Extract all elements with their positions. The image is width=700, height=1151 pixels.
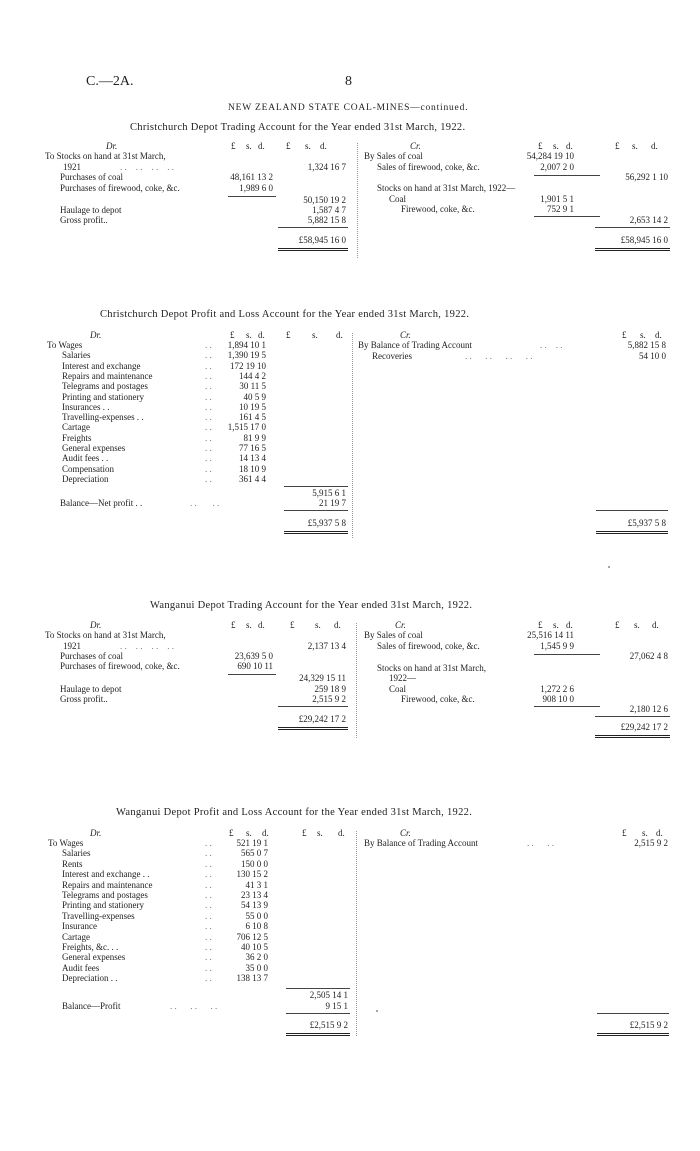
subtotal-amount: 2,180 12 6: [629, 704, 668, 714]
col-pence: d.: [651, 141, 658, 151]
entry-label: Freights: [62, 432, 92, 443]
entry-amount: 10 19 5: [239, 401, 266, 412]
cr-label: Cr.: [400, 330, 411, 340]
section-title: Wanganui Depot Trading Account for the Year ended 31st March, 1922.: [150, 600, 473, 611]
entry-label: Depreciation . .: [62, 973, 118, 984]
cr-label: Cr.: [395, 620, 406, 630]
col-pound: £: [230, 330, 235, 340]
col-shilling: s.: [642, 828, 648, 838]
rule: [278, 227, 348, 228]
subtotal-amount: 2,505 14 1: [309, 990, 348, 1000]
col-shilling: s.: [246, 141, 252, 151]
entry-amount: 5,882 15 8: [307, 215, 346, 225]
entry-amount: 2,137 13 4: [307, 641, 346, 651]
entry-amount: 30 11 5: [239, 381, 266, 392]
total-amount: £58,945 16 0: [620, 235, 668, 245]
col-shilling: s.: [246, 620, 252, 630]
entry-label: Coal: [389, 684, 406, 694]
rule: [597, 1013, 669, 1014]
leader-dots: . .: [205, 453, 212, 464]
entry-amount: 2,515 9 2: [312, 694, 346, 704]
col-pence: d.: [656, 828, 663, 838]
entry-amount: 54 13 9: [241, 900, 268, 911]
col-shilling: s.: [246, 330, 252, 340]
entry-label: Coal: [389, 194, 406, 204]
entry-label: Interest and exchange: [62, 360, 141, 371]
double-rule: [286, 1033, 350, 1036]
entry-amount: 130 15 2: [236, 869, 268, 880]
entry-label: Telegrams and postages: [62, 381, 148, 392]
col-pence: d.: [320, 141, 327, 151]
double-rule: [597, 1033, 669, 1036]
entry-label: To Stocks on hand at 31st March,: [45, 151, 166, 161]
total-amount: £29,242 17 2: [620, 722, 668, 732]
total-amount: £2,515 9 2: [629, 1020, 668, 1030]
col-shilling: s.: [315, 620, 321, 630]
leader-dots: . .: [205, 412, 212, 423]
rule: [595, 716, 670, 717]
section-title: Christchurch Depot Profit and Loss Account for the Year ended 31st March, 1922.: [100, 309, 470, 320]
col-pence: d.: [338, 828, 345, 838]
entry-amount: 41 3 1: [245, 879, 268, 890]
entry-label: To Stocks on hand at 31st March,: [45, 630, 166, 640]
leader-dots: . .: [205, 360, 212, 371]
entry-amount: 1,390 19 5: [227, 350, 266, 361]
col-shilling: s.: [634, 620, 640, 630]
cr-label: Cr.: [410, 141, 421, 151]
col-pound: £: [286, 141, 291, 151]
entry-label: Haulage to depot: [60, 684, 122, 694]
entry-label: Stocks on hand at 31st March,: [377, 663, 486, 673]
leader-dots: . .: [205, 463, 212, 474]
col-pound: £: [538, 620, 543, 630]
leader-dots: . .: [205, 952, 212, 963]
col-pound: £: [290, 620, 295, 630]
entry-label: Recoveries: [372, 351, 412, 361]
entry-label: Repairs and maintenance: [62, 879, 153, 890]
entry-label: Purchases of coal: [60, 172, 123, 182]
entry-label: Freights, &c. . .: [62, 942, 119, 952]
entry-amount: 36 2 0: [245, 952, 268, 963]
entry-amount: 48,161 13 2: [230, 172, 273, 182]
entry-amount: 908 10 0: [542, 694, 574, 704]
entry-label: Gross profit..: [60, 215, 108, 225]
col-pence: d.: [262, 828, 269, 838]
entry-amount: 144 4 2: [239, 370, 266, 381]
entry-amount: 21 19 7: [319, 498, 346, 508]
leader-dots: . .: [205, 890, 212, 900]
total-amount: £5,937 5 8: [627, 518, 666, 528]
double-rule: [278, 727, 348, 730]
dr-label: Dr.: [90, 828, 102, 838]
entry-label: Audit fees: [62, 962, 100, 973]
subtotal-amount: 50,150 19 2: [303, 195, 346, 205]
entry-amount: 361 4 4: [239, 473, 266, 484]
entry-label: Repairs and maintenance: [62, 370, 153, 381]
entry-amount: 1,324 16 7: [307, 162, 346, 172]
leader-dots: . .: [205, 921, 212, 932]
col-pence: d.: [336, 330, 343, 340]
subtotal-amount: 5,915 6 1: [312, 488, 346, 498]
entry-label: Sales of firewood, coke, &c.: [377, 162, 480, 172]
entry-label: Balance—Net profit . .: [60, 498, 143, 508]
entry-amount: 14 13 4: [239, 453, 266, 464]
entry-label: By Balance of Trading Account: [364, 838, 478, 848]
col-shilling: s.: [553, 141, 559, 151]
col-pence: d.: [566, 620, 573, 630]
entry-amount: 35 0 0: [245, 962, 268, 973]
col-pound: £: [231, 141, 236, 151]
entry-label: General expenses: [62, 952, 126, 963]
entry-label: Audit fees . .: [62, 453, 109, 464]
col-pound: £: [615, 620, 620, 630]
entry-amount: 23 13 4: [241, 890, 268, 900]
entry-label: Purchases of firewood, coke, &c.: [60, 661, 180, 671]
col-shilling: s.: [632, 141, 638, 151]
col-pound: £: [302, 828, 307, 838]
leader-dots: . .: [205, 879, 212, 890]
entry-label: To Wages: [47, 340, 83, 350]
entry-label: Insurance: [62, 921, 97, 932]
total-amount: £5,937 5 8: [307, 518, 346, 528]
leader-dots: . .: [205, 869, 212, 880]
leader-dots: . .: [205, 848, 212, 859]
entry-amount: 81 9 9: [243, 432, 266, 443]
entry-amount: 2,007 2 0: [540, 162, 574, 172]
leader-dots: . .: [205, 401, 212, 412]
col-pound: £: [538, 141, 543, 151]
leader-dots: . . . . . . . .: [120, 641, 174, 651]
entry-label: By Sales of coal: [364, 630, 423, 640]
rule: [284, 510, 348, 511]
col-pence: d.: [334, 620, 341, 630]
entry-amount: 752 9 1: [547, 204, 574, 214]
entry-amount: 23,639 5 0: [234, 651, 273, 661]
rule: [286, 988, 350, 989]
leader-dots: . .: [205, 900, 212, 911]
col-pence: d.: [258, 141, 265, 151]
column-divider: [352, 333, 353, 538]
double-rule: [284, 531, 348, 534]
entry-amount: 1,272 2 6: [540, 684, 574, 694]
entry-amount: 172 19 10: [230, 360, 266, 371]
col-pound: £: [231, 620, 236, 630]
subtotal-amount: 24,329 15 11: [299, 673, 346, 683]
entry-label: By Balance of Trading Account: [358, 340, 472, 350]
entry-label: To Wages: [48, 838, 84, 848]
entry-amount: 259 18 9: [314, 684, 346, 694]
leader-dots: . . . . . . . .: [120, 162, 174, 172]
leader-dots: . .: [205, 858, 212, 869]
entry-amount: 40 10 5: [241, 942, 268, 952]
leader-dots: . .: [205, 381, 212, 392]
entry-amount: 706 12 5: [236, 931, 268, 942]
entry-amount: 1,587 4 7: [312, 205, 346, 215]
leader-dots: . .: [205, 838, 212, 848]
subtotal-amount: 2,653 14 2: [629, 215, 668, 225]
double-rule: [595, 248, 670, 251]
entry-label: Travelling-expenses: [62, 910, 135, 921]
ink-speck: [608, 566, 610, 568]
entry-label: 1921: [63, 641, 81, 651]
leader-dots: . .: [205, 942, 212, 952]
entry-label: 1921: [63, 162, 81, 172]
entry-amount: 1,515 17 0: [227, 422, 266, 433]
leader-dots: . . . .: [540, 340, 563, 350]
page-ref: C.—2A.: [86, 74, 134, 89]
cr-label: Cr.: [400, 828, 411, 838]
entry-amount: 2,515 9 2: [634, 838, 668, 848]
col-pence: d.: [566, 141, 573, 151]
double-rule: [278, 248, 348, 251]
col-pound: £: [622, 330, 627, 340]
entry-label: Compensation: [62, 463, 114, 474]
rule: [286, 1013, 350, 1014]
col-pound: £: [286, 330, 291, 340]
col-pence: d.: [652, 620, 659, 630]
entry-label: Printing and stationery: [62, 900, 144, 911]
entry-amount: 1,545 9 9: [540, 641, 574, 651]
rule: [284, 486, 348, 487]
col-shilling: s.: [305, 141, 311, 151]
col-pound: £: [229, 828, 234, 838]
entry-label: By Sales of coal: [364, 151, 423, 161]
column-divider: [357, 143, 358, 258]
entry-label: General expenses: [62, 443, 126, 453]
entry-label: Cartage: [62, 931, 90, 942]
entry-amount: 5,882 15 8: [627, 340, 666, 350]
col-pence: d.: [655, 330, 662, 340]
entry-label: Salaries: [62, 350, 91, 361]
rule: [596, 510, 668, 511]
entry-label: Depreciation: [62, 473, 109, 484]
leader-dots: . .: [205, 432, 212, 443]
entry-amount: 521 19 1: [236, 838, 268, 848]
col-shilling: s.: [246, 828, 252, 838]
entry-label: Haulage to depot: [60, 205, 122, 215]
leader-dots: . . . . . .: [170, 1001, 218, 1011]
leader-dots: . .: [205, 370, 212, 381]
section-title: Christchurch Depot Trading Account for the Year ended 31st March, 1922.: [130, 122, 466, 133]
total-amount: £58,945 16 0: [298, 235, 346, 245]
leader-dots: . .: [205, 910, 212, 921]
entry-amount: 25,516 14 11: [527, 630, 574, 640]
total-amount: £2,515 9 2: [309, 1020, 348, 1030]
dr-label: Dr.: [90, 620, 102, 630]
col-shilling: s.: [317, 828, 323, 838]
dr-label: Dr.: [106, 141, 118, 151]
leader-dots: . .: [205, 391, 212, 402]
col-shilling: s.: [312, 330, 318, 340]
leader-dots: . .: [205, 350, 212, 361]
entry-amount: 1,894 10 1: [227, 340, 266, 350]
entry-label: Stocks on hand at 31st March, 1922—: [377, 183, 516, 193]
entry-label: 1922—: [389, 673, 416, 683]
dr-label: Dr.: [90, 330, 102, 340]
col-shilling: s.: [553, 620, 559, 630]
entry-amount: 1,989 6 0: [239, 183, 273, 193]
leader-dots: . .: [205, 340, 212, 350]
entry-amount: 9 15 1: [325, 1001, 348, 1011]
col-pence: d.: [258, 330, 265, 340]
column-divider: [356, 831, 357, 1036]
entry-amount: 55 0 0: [245, 910, 268, 921]
entry-label: Cartage: [62, 422, 90, 433]
entry-amount: 150 0 0: [241, 858, 268, 869]
entry-amount: 161 4 5: [239, 412, 266, 423]
entry-label: Rents: [62, 858, 83, 869]
page-number: 8: [345, 74, 352, 89]
leader-dots: . .: [205, 973, 212, 984]
entry-label: Salaries: [62, 848, 91, 859]
entry-label: Insurances . .: [62, 401, 110, 412]
leader-dots: . .: [205, 443, 212, 453]
double-rule: [595, 735, 670, 738]
leader-dots: . . . . . . . .: [465, 351, 533, 361]
entry-label: Purchases of coal: [60, 651, 123, 661]
entry-amount: 690 10 11: [237, 661, 273, 671]
entry-amount: 54 10 0: [639, 351, 666, 361]
entry-label: Printing and stationery: [62, 391, 144, 402]
section-title: Wanganui Depot Profit and Loss Account for the Year ended 31st March, 1922.: [116, 807, 473, 818]
entry-label: Firewood, coke, &c.: [401, 204, 475, 214]
leader-dots: . .: [205, 931, 212, 942]
entry-amount: 40 5 9: [243, 391, 266, 402]
entry-amount: 1,901 5 1: [540, 194, 574, 204]
total-amount: £29,242 17 2: [298, 714, 346, 724]
entry-label: Gross profit..: [60, 694, 108, 704]
entry-label: Firewood, coke, &c.: [401, 694, 475, 704]
subtotal-amount: 27,062 4 8: [629, 651, 668, 661]
ink-speck: [376, 1010, 378, 1012]
entry-label: Purchases of firewood, coke, &c.: [60, 183, 180, 193]
entry-label: Telegrams and postages: [62, 890, 148, 900]
entry-amount: 18 10 9: [239, 463, 266, 474]
col-shilling: s.: [640, 330, 646, 340]
entry-label: Interest and exchange . .: [62, 869, 150, 880]
col-pound: £: [622, 828, 627, 838]
rule: [595, 227, 670, 228]
col-pence: d.: [258, 620, 265, 630]
entry-label: Sales of firewood, coke, &c.: [377, 641, 480, 651]
double-rule: [596, 531, 668, 534]
entry-amount: 138 13 7: [236, 973, 268, 984]
rule: [278, 706, 348, 707]
leader-dots: . .: [205, 962, 212, 973]
column-divider: [356, 623, 357, 738]
leader-dots: . .: [205, 422, 212, 433]
leader-dots: . . . .: [527, 838, 554, 848]
subtotal-amount: 56,292 1 10: [625, 172, 668, 182]
entry-amount: 6 10 8: [245, 921, 268, 932]
col-pound: £: [615, 141, 620, 151]
entry-label: Balance—Profit: [62, 1001, 121, 1011]
page-heading: NEW ZEALAND STATE COAL-MINES—continued.: [228, 103, 469, 113]
entry-label: Travelling-expenses . .: [62, 412, 144, 423]
entry-amount: 77 16 5: [239, 443, 266, 453]
leader-dots: . .: [205, 473, 212, 484]
leader-dots: . . . .: [190, 498, 220, 508]
entry-amount: 565 0 7: [241, 848, 268, 859]
entry-amount: 54,284 19 10: [526, 151, 574, 161]
